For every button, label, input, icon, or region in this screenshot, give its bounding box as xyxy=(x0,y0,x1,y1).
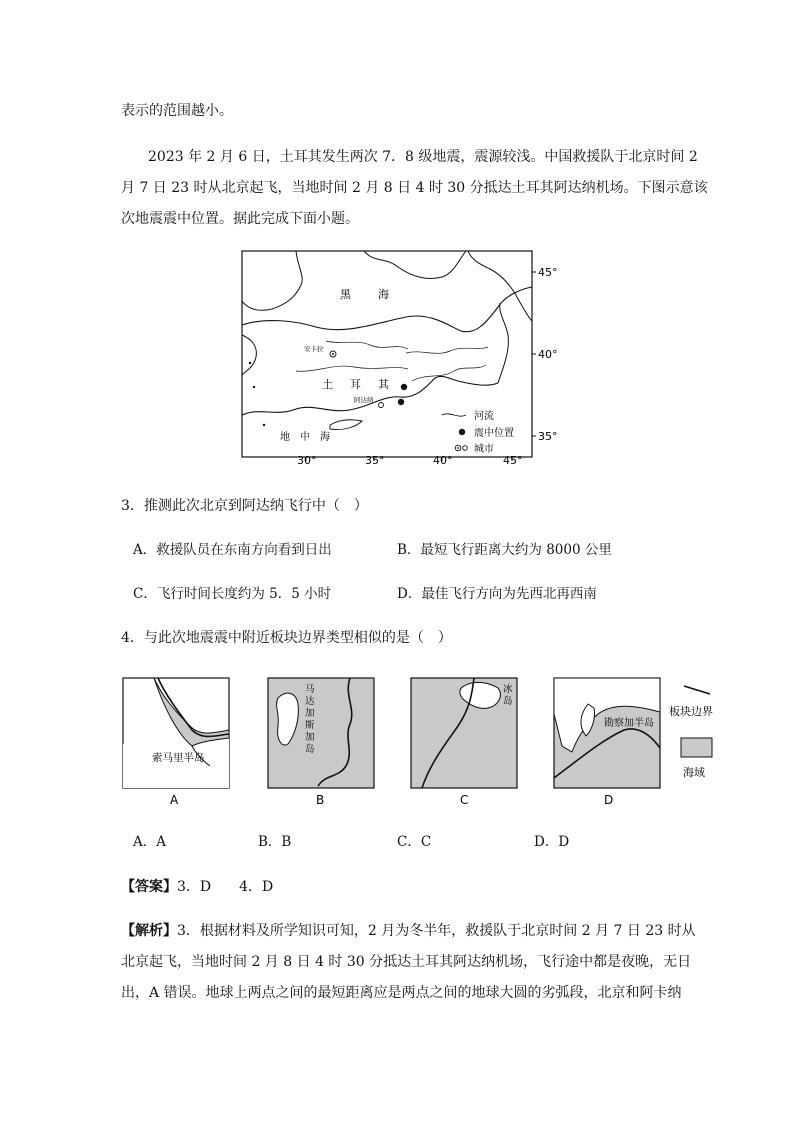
adana-city-marker xyxy=(379,403,384,408)
q4-stem: 4．与此次地震震中附近板块边界类型相似的是（ ） xyxy=(121,630,452,646)
answer-label: 【答案】 xyxy=(121,879,177,895)
analysis-text-1: 3．根据材料及所学知识可知，2 月为冬半年，救援队于北京时间 2 月 7 日 23 时从 xyxy=(177,923,696,939)
legend-boundary-label: 板块边界 xyxy=(669,705,713,718)
q4-boundary-panels xyxy=(118,674,728,814)
adana-label: 阿达纳 xyxy=(354,396,374,404)
material-line-3: 次地震震中位置。据此完成下面小题。 xyxy=(121,211,359,227)
iceland-char: 岛 xyxy=(503,696,513,707)
panel-c-iceland xyxy=(411,678,517,807)
madagascar-char: 马 xyxy=(305,684,315,695)
turkey-label-3: 其 xyxy=(378,378,389,391)
analysis-line-2: 北京起飞，当地时间 2 月 8 日 4 时 30 分抵达土耳其阿达纳机场，飞行途中都是夜晚，无日 xyxy=(121,954,692,970)
q4-option-a[interactable]: A．A xyxy=(133,834,166,850)
q3-option-d[interactable]: D．最佳飞行方向为先西北再西南 xyxy=(397,586,597,602)
lon-45: 45° xyxy=(503,454,523,465)
med-label-2: 中 xyxy=(300,432,310,443)
med-label-3: 海 xyxy=(320,432,330,443)
lat-45: 45° xyxy=(538,266,558,279)
q3-option-a[interactable]: A．救援队员在东南方向看到日出 xyxy=(133,542,332,558)
answer-text: 3．D 4．D xyxy=(177,879,274,895)
med-label-1: 地 xyxy=(280,432,290,443)
q4-option-b[interactable]: B．B xyxy=(258,834,292,850)
panel-b-label: B xyxy=(316,793,325,807)
q4-option-c[interactable]: C．C xyxy=(397,834,432,850)
panel-d-label: D xyxy=(604,793,614,807)
analysis-line-3: 出，A 错误。地球上两点之间的最短距离应是两点之间的地球大圆的劣弧段，北京和阿卡纳 xyxy=(121,985,682,1001)
lon-30: 30° xyxy=(297,454,317,465)
lon-35: 35° xyxy=(365,454,385,465)
aegean-island xyxy=(263,424,265,426)
legend-sea-icon xyxy=(681,738,712,757)
panel-a-label: A xyxy=(170,793,179,807)
aegean-island xyxy=(249,362,251,364)
iceland-char: 冰 xyxy=(503,684,513,695)
madagascar-char: 加 xyxy=(305,708,315,719)
panel-c-label: C xyxy=(460,793,469,807)
map-frame xyxy=(242,251,532,457)
madagascar-char: 岛 xyxy=(305,744,315,755)
legend-epicenter-label: 震中位置 xyxy=(474,428,514,439)
black-sea-label-2: 海 xyxy=(378,288,389,301)
turkey-label-1: 土 xyxy=(322,378,333,391)
madagascar-char: 加 xyxy=(305,732,315,743)
q3-option-c[interactable]: C．飞行时间长度约为 5．5 小时 xyxy=(133,586,332,602)
legend-sea-label: 海域 xyxy=(683,766,705,779)
legend-city-label: 城市 xyxy=(474,444,494,455)
q3-stem: 3．推测此次北京到阿达纳飞行中（ ） xyxy=(121,498,368,514)
legend-boundary-icon xyxy=(684,686,710,694)
legend-epicenter-icon xyxy=(459,429,465,435)
answer-row xyxy=(121,877,273,897)
turkey-earthquake-map xyxy=(236,247,566,465)
turkey-label-2: 耳 xyxy=(350,378,361,391)
analysis-line-1 xyxy=(121,921,696,941)
madagascar-char: 达 xyxy=(305,696,315,707)
aegean-island xyxy=(253,386,255,388)
lat-35: 35° xyxy=(538,430,558,443)
ankara-label: 安卡拉 xyxy=(304,345,324,353)
lon-40: 40° xyxy=(433,454,453,465)
panel-d-kamchatka xyxy=(554,678,660,807)
epicenter-2 xyxy=(398,399,404,405)
analysis-label: 【解析】 xyxy=(121,923,177,939)
panel-b-madagascar xyxy=(268,678,374,807)
material-line-1: 2023 年 2 月 6 日，土耳其发生两次 7．8 级地震，震源较浅。中国救援队于北京时间 2 xyxy=(148,149,698,165)
black-sea-label-1: 黑 xyxy=(340,288,351,301)
madagascar-char: 斯 xyxy=(305,720,315,731)
somali-label: 索马里半岛 xyxy=(152,752,205,764)
epicenter-1 xyxy=(401,384,407,390)
legend-river-label: 河流 xyxy=(474,411,494,422)
q4-option-d[interactable]: D．D xyxy=(534,834,570,850)
kamchatka-label: 勘察加半岛 xyxy=(604,718,654,729)
panel-a-somali xyxy=(123,678,229,807)
q3-option-b[interactable]: B．最短飞行距离大约为 8000 公里 xyxy=(397,542,612,558)
intro-tail: 表示的范围越小。 xyxy=(121,103,233,119)
material-line-2: 月 7 日 23 时从北京起飞，当地时间 2 月 8 日 4 时 30 分抵达土耳其阿达纳机场。下图示意该 xyxy=(121,180,708,196)
lat-40: 40° xyxy=(538,348,558,361)
